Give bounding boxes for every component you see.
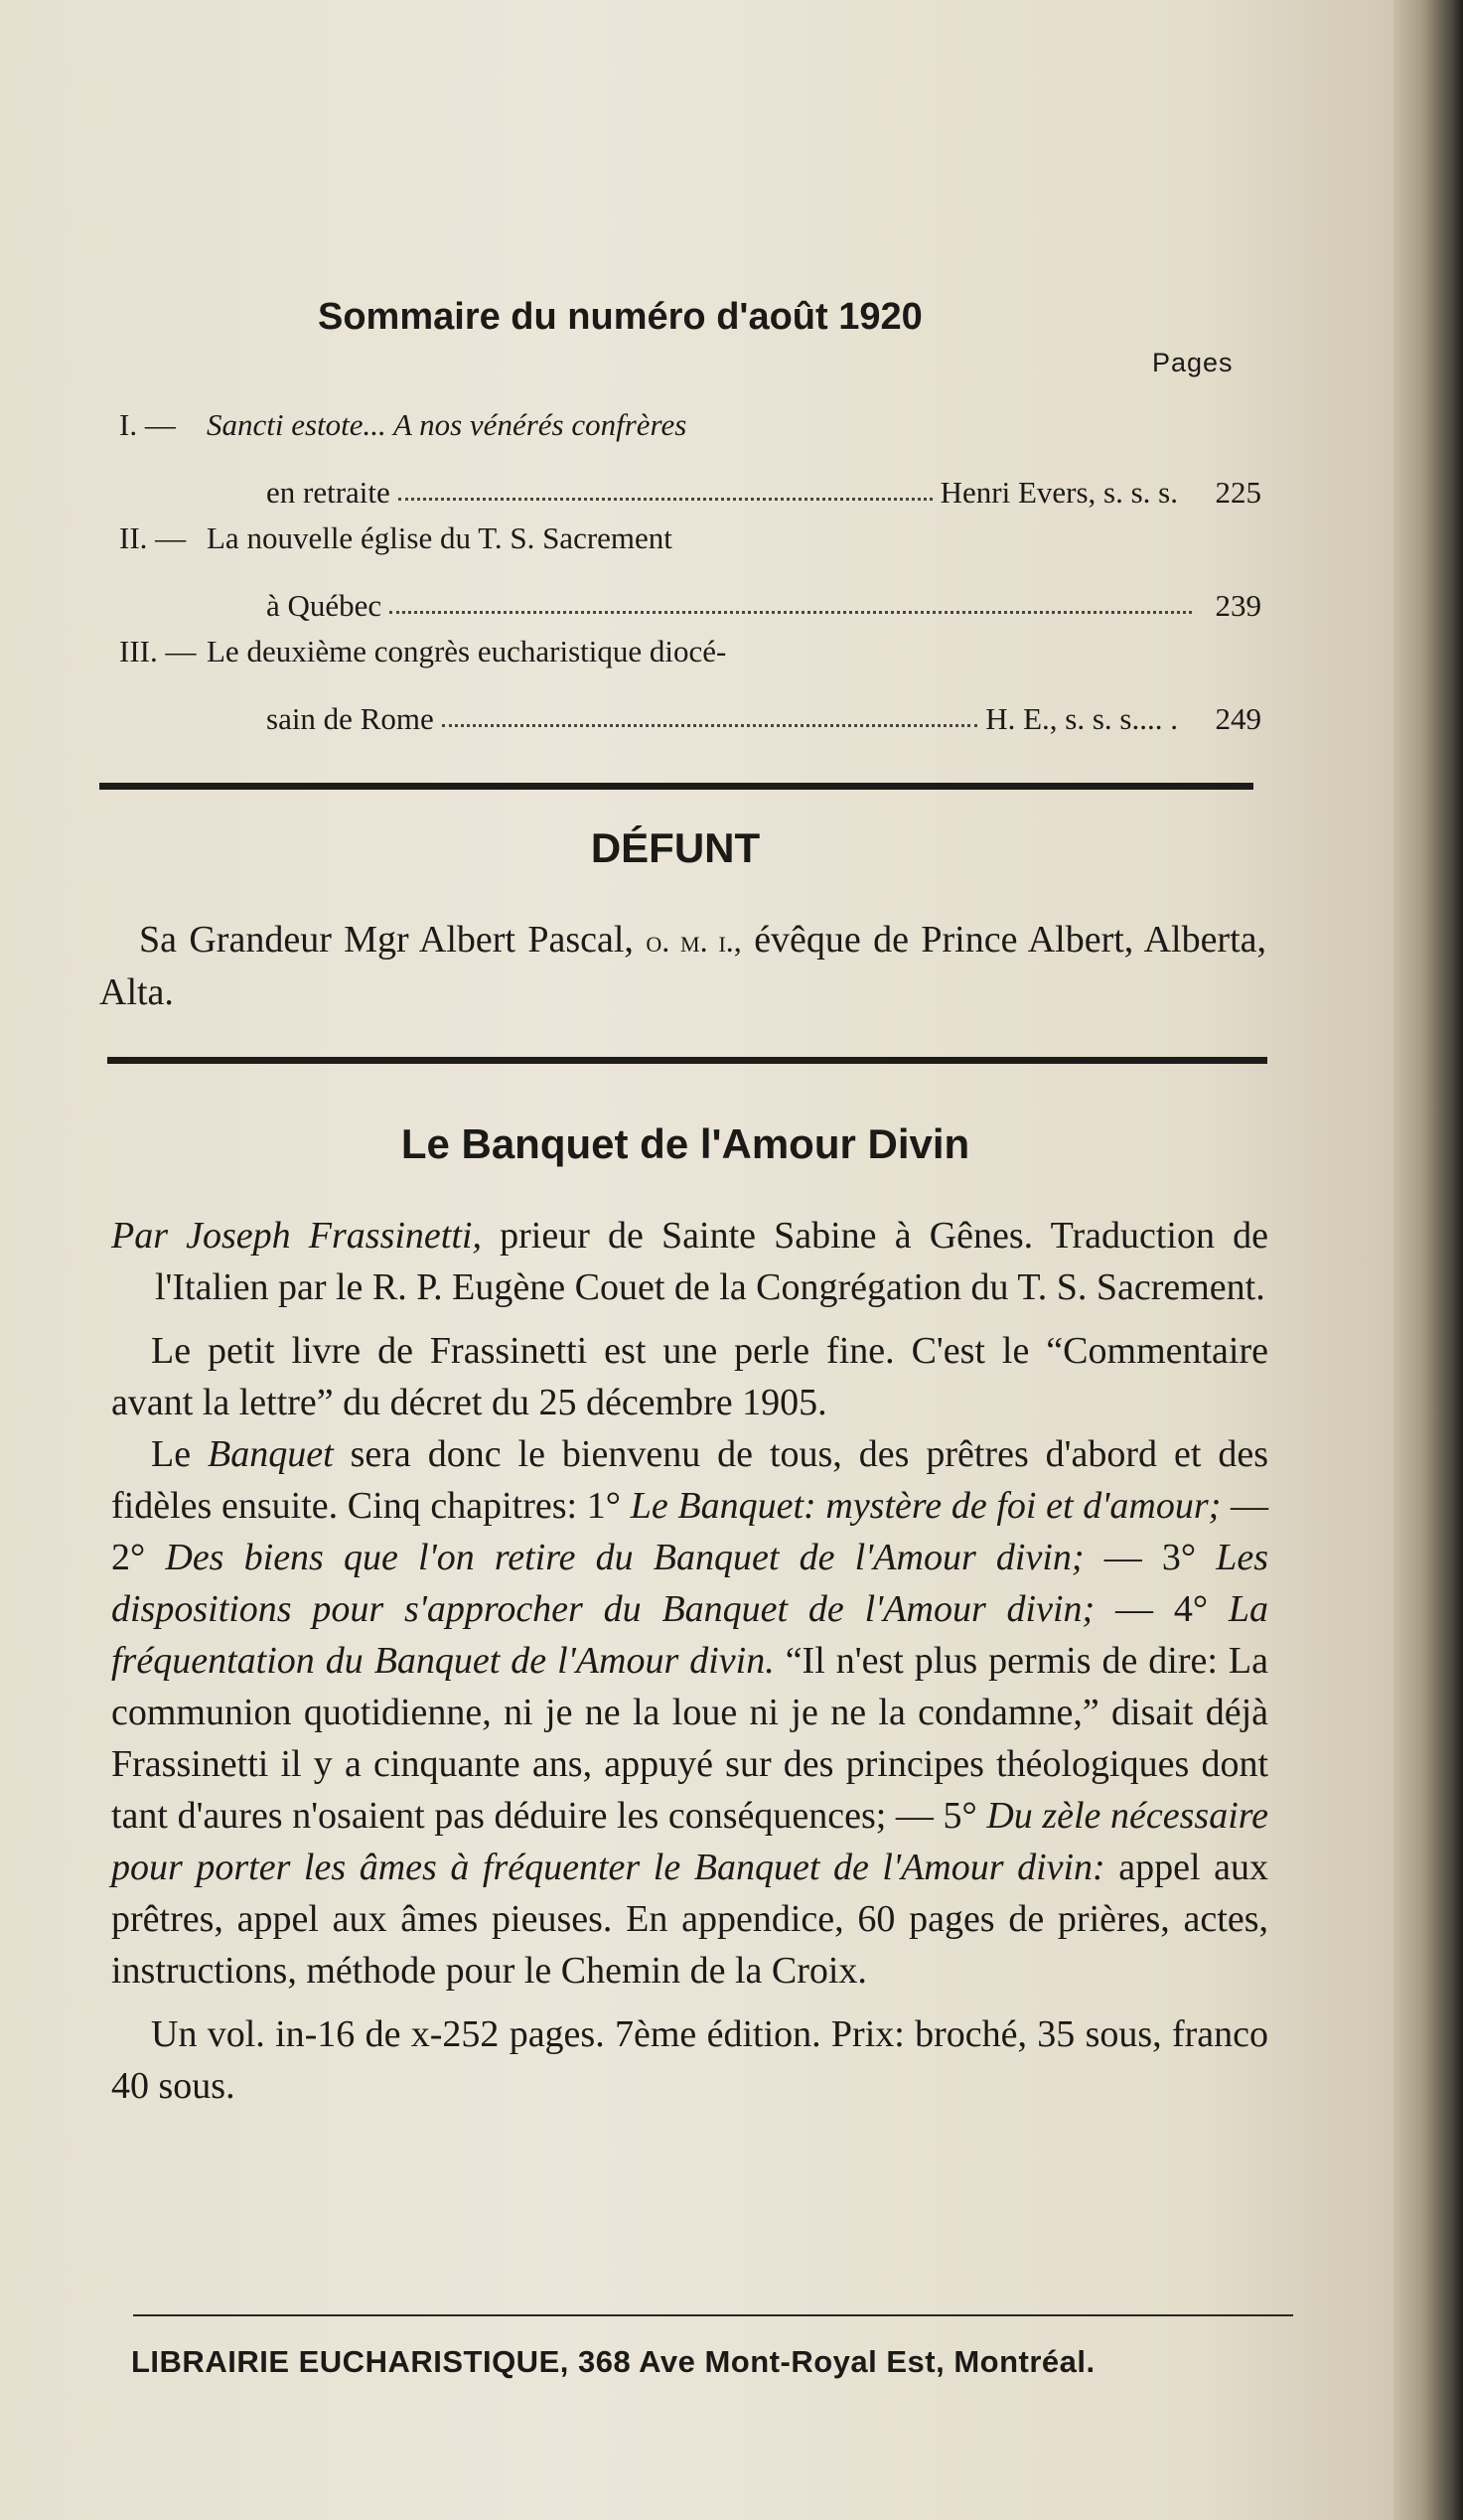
- text-run: appel aux prêtres, appel aux âmes pieuses. En appendice, 60 pages de prières, actes, instructions, méthode pour le Chemin de la Croix.: [111, 1847, 1269, 1992]
- article-paragraph: Un vol. in-16 de x-252 pages. 7ème édition. Prix: broché, 35 sous, franco 40 sous.: [111, 2013, 1268, 2107]
- toc-entry-page: 225: [1215, 475, 1261, 510]
- toc-entry: [119, 634, 1261, 737]
- text-run: — 4°: [1115, 1588, 1209, 1630]
- dot-leader: [398, 498, 933, 501]
- text-run: Les dispositions pour s'approcher du Banquet de l'Amour divin;: [111, 1537, 1269, 1630]
- toc-entry-number: II. —: [119, 520, 187, 555]
- article-heading: Le Banquet de l'Amour Divin: [400, 1120, 970, 1167]
- toc-pages-label: Pages: [1152, 348, 1234, 377]
- text-run: sera donc le bienvenu de tous, des prêtres d'abord et des fidèles ensuite. Cinq chapitres: 1°: [111, 1433, 1269, 1527]
- article-byline: Par Joseph Frassinetti,: [111, 1215, 482, 1257]
- publisher-footer: LIBRAIRIE EUCHARISTIQUE, 368 Ave Mont-Royal Est, Montréal.: [131, 2344, 1096, 2379]
- toc-entry-title: Sancti estote... A nos vénérés confrères: [207, 407, 687, 442]
- dot-leader: [389, 611, 1192, 614]
- defunt-text: [99, 914, 1266, 1018]
- article-paragraph: Le petit livre de Frassinetti est une perle fine. C'est le “Commentaire avant la lettre” du décret du 25 décembre 1905.: [111, 1330, 1268, 1423]
- text-run: Le: [151, 1433, 192, 1475]
- toc-entry-title-cont: en retraite: [266, 475, 390, 510]
- text-run: Du zèle nécessaire pour porter les âmes à fréquenter le Banquet de l'Amour divin:: [111, 1795, 1268, 1888]
- defunt-text-b: évêque de Prince Albert, Alberta, Alta.: [99, 919, 1267, 1013]
- toc-entry-title-cont: sain de Rome: [266, 701, 434, 736]
- toc-entry-number: III. —: [119, 634, 197, 668]
- text-run: — 3°: [1103, 1537, 1197, 1578]
- section-divider: [107, 1057, 1267, 1064]
- defunt-text-a: Sa Grandeur Mgr Albert Pascal,: [139, 919, 634, 961]
- footer-divider: [133, 2314, 1293, 2316]
- toc-entry-title-cont: à Québec: [266, 588, 382, 623]
- text-run: Le Banquet: mystère de foi et d'amour;: [630, 1485, 1222, 1527]
- toc-entry-title: Le deuxième congrès eucharistique diocé-: [207, 634, 727, 668]
- defunt-heading: DÉFUNT: [590, 824, 761, 871]
- text-run: “Il n'est plus permis de dire: La communion quotidienne, ni je ne la loue ni je ne la condamne,” disait déjà Frassinetti il y a cinquante ans, appuyé sur des principes théologiques dont tant d'aures n'osaient pas déduire les conséquences; — 5°: [111, 1640, 1268, 1837]
- defunt-text-abbr: o. m. i.,: [646, 923, 742, 959]
- toc-entry-author: H. E., s. s. s.... .: [985, 701, 1178, 736]
- text-run: Des biens que l'on retire du Banquet de l'Amour divin;: [165, 1537, 1085, 1578]
- toc-entry-number: I. —: [119, 407, 176, 442]
- toc-title: Sommaire du numéro d'août 1920: [318, 296, 923, 338]
- text-run: La fréquentation du Banquet de l'Amour divin.: [111, 1588, 1269, 1682]
- toc-entry: [119, 520, 1261, 624]
- toc-entry-page: 239: [1215, 588, 1261, 623]
- section-divider: [99, 783, 1253, 790]
- article-paragraph: [111, 1428, 1268, 1997]
- toc-entry-author: Henri Evers, s. s. s.: [940, 475, 1178, 510]
- toc-entry-page: 249: [1215, 701, 1261, 736]
- book-binding-edge: [1393, 0, 1463, 2520]
- toc-entry: [119, 407, 1261, 511]
- toc-entry-title: La nouvelle église du T. S. Sacrement: [207, 520, 672, 555]
- article-byline-rest: prieur de Sainte Sabine à Gênes. Traduction de l'Italien par le R. P. Eugène Couet de la Congrégation du T. S. Sacrement.: [155, 1215, 1268, 1308]
- text-run: — 2°: [111, 1485, 1269, 1578]
- text-run: Banquet: [208, 1433, 334, 1475]
- dot-leader: [442, 724, 977, 727]
- article-body: [111, 1210, 1268, 2112]
